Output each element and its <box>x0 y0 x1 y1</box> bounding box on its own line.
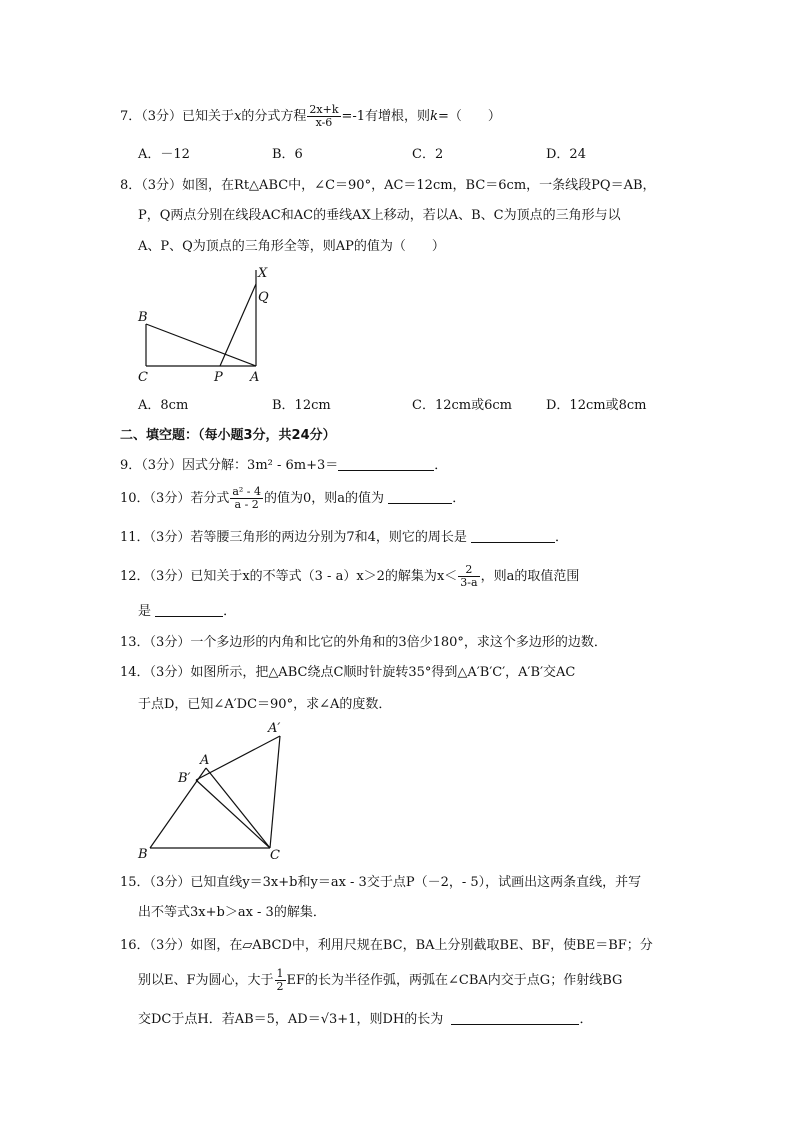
q12-line2 <box>138 602 236 622</box>
q7-var: x <box>234 109 242 124</box>
q12-fraction <box>458 564 479 589</box>
q14-line1: 14．（3分）如图所示，把△ABC绕点C顺时针旋转35°得到△A′B′C′，A′B′交AC <box>120 665 576 680</box>
q16-blank <box>451 1010 579 1025</box>
q12-tail: ，则a的取值范围 <box>480 569 580 584</box>
q14-label-b: B <box>138 847 148 862</box>
q8-option-a: A．8cm <box>138 398 189 413</box>
q15-line1: 15．（3分）已知直线y＝3x+b和y＝ax - 3交于点P（－2，- 5），试画出这两条直线，并写 <box>120 875 642 890</box>
q16-half-den: 2 <box>276 980 284 993</box>
q12-blank <box>155 602 223 617</box>
q16-line2-b: EF的长为半径作弧，两弧在∠CBA内交于点G；作射线BG <box>286 973 623 988</box>
q8-line2: P，Q两点分别在线段AC和AC的垂线AX上移动，若以A、B、C为顶点的三角形与以 <box>138 208 621 223</box>
q12-prefix: 12．（3分）已知关于x的不等式（3 - a）x＞2的解集为 <box>120 569 437 584</box>
question-12 <box>120 564 579 589</box>
q16-line3-text: 交DC于点H．若AB＝5，AD＝√3+1，则DH的长为 <box>138 1012 444 1027</box>
q16-line1: 16．（3分）如图，在▱ABCD中，利用尺规在BC，BA上分别截取BE、BF，使BE＝BF；分 <box>120 938 653 953</box>
q9-blank <box>338 456 434 471</box>
q8-line3: A、P、Q为顶点的三角形全等，则AP的值为（ ） <box>138 239 445 254</box>
q10-prefix: 10．（3分）若分式 <box>120 491 230 506</box>
q10-frac-den: a - 2 <box>234 498 259 511</box>
q8-segment-pq <box>220 284 256 366</box>
q7-mid: 的分式方程 <box>241 109 307 124</box>
q14-segment-a1c <box>270 736 280 848</box>
q7-frac-num: 2x+k <box>309 103 339 116</box>
q7-option-b: B．6 <box>272 147 303 162</box>
q14-line2: 于点D，已知∠A′DC＝90°，求∠A的度数． <box>138 697 392 712</box>
q9-end: ． <box>434 458 448 473</box>
q7-option-a: A．－12 <box>138 147 190 162</box>
question-11 <box>120 528 568 548</box>
question-13: 13．（3分）一个多边形的内角和比它的外角和的3倍少180°，求这个多边形的边数． <box>120 635 607 650</box>
q8-option-c: C．12cm或6cm <box>412 398 512 413</box>
q7-option-c: C．2 <box>412 147 444 162</box>
q14-segment-b1c <box>196 780 270 848</box>
q14-label-c: C <box>270 848 280 863</box>
q7-rhs: =-1有增根，则 <box>341 109 431 124</box>
q16-line3 <box>138 1010 593 1030</box>
q16-line2-a: 别以E、F为圆心，大于 <box>138 973 274 988</box>
q7-tail: =（ ） <box>437 109 501 124</box>
q12-lhs: x＜ <box>436 569 458 584</box>
q14-figure <box>134 718 294 864</box>
q8-line1: 8．（3分）如图，在Rt△ABC中，∠C＝90°，AC＝12cm，BC＝6cm，一条线段PQ＝AB， <box>120 178 656 193</box>
q12-frac-num: 2 <box>458 564 479 577</box>
q10-frac-num: a² - 4 <box>232 485 262 498</box>
q8-label-a: A <box>250 370 260 385</box>
q16-half-fraction <box>275 968 286 993</box>
q8-label-p: P <box>214 370 223 385</box>
section-fill-in-title: 二、填空题：（每小题3分，共24分） <box>120 428 336 443</box>
q14-label-a1: A′ <box>268 721 281 736</box>
q10-blank <box>388 489 452 504</box>
question-9 <box>120 456 447 476</box>
question-10 <box>120 486 465 511</box>
question-7 <box>120 104 501 129</box>
q8-label-q: Q <box>258 290 269 305</box>
q8-label-b: B <box>138 310 148 325</box>
q14-label-a: A <box>200 753 210 768</box>
q12-end: ． <box>223 604 237 619</box>
q7-k: k <box>430 109 438 124</box>
q12-line2-text: 是 <box>138 604 152 619</box>
q8-option-d: D．12cm或8cm <box>546 398 647 413</box>
q10-end: ． <box>452 491 466 506</box>
q8-option-b: B．12cm <box>272 398 331 413</box>
q7-fraction <box>307 104 340 129</box>
q8-label-c: C <box>138 370 148 385</box>
q10-fraction <box>230 486 263 511</box>
q10-mid: 的值为0，则a的值为 <box>264 491 385 506</box>
q7-frac-den: x-6 <box>315 116 333 129</box>
q11-end: ． <box>555 530 569 545</box>
q16-half-num: 1 <box>276 967 284 980</box>
q7-option-d: D．24 <box>546 147 586 162</box>
q16-end: ． <box>579 1012 593 1027</box>
q14-label-b1: B′ <box>178 771 191 786</box>
q8-segment-ba <box>146 324 256 366</box>
q8-figure <box>130 262 280 387</box>
q12-frac-den: 3-a <box>460 576 478 589</box>
q8-label-x: X <box>258 266 268 281</box>
q11-text: 11．（3分）若等腰三角形的两边分别为7和4，则它的周长是 <box>120 530 467 545</box>
q14-segment-ac <box>206 768 270 848</box>
q11-blank <box>471 528 555 543</box>
q15-line2: 出不等式3x+b＞ax - 3的解集． <box>138 905 326 920</box>
q9-text: 9．（3分）因式分解：3m² - 6m+3＝ <box>120 458 339 473</box>
q7-prefix: 7．（3分）已知关于 <box>120 109 235 124</box>
q16-line2 <box>138 968 622 993</box>
